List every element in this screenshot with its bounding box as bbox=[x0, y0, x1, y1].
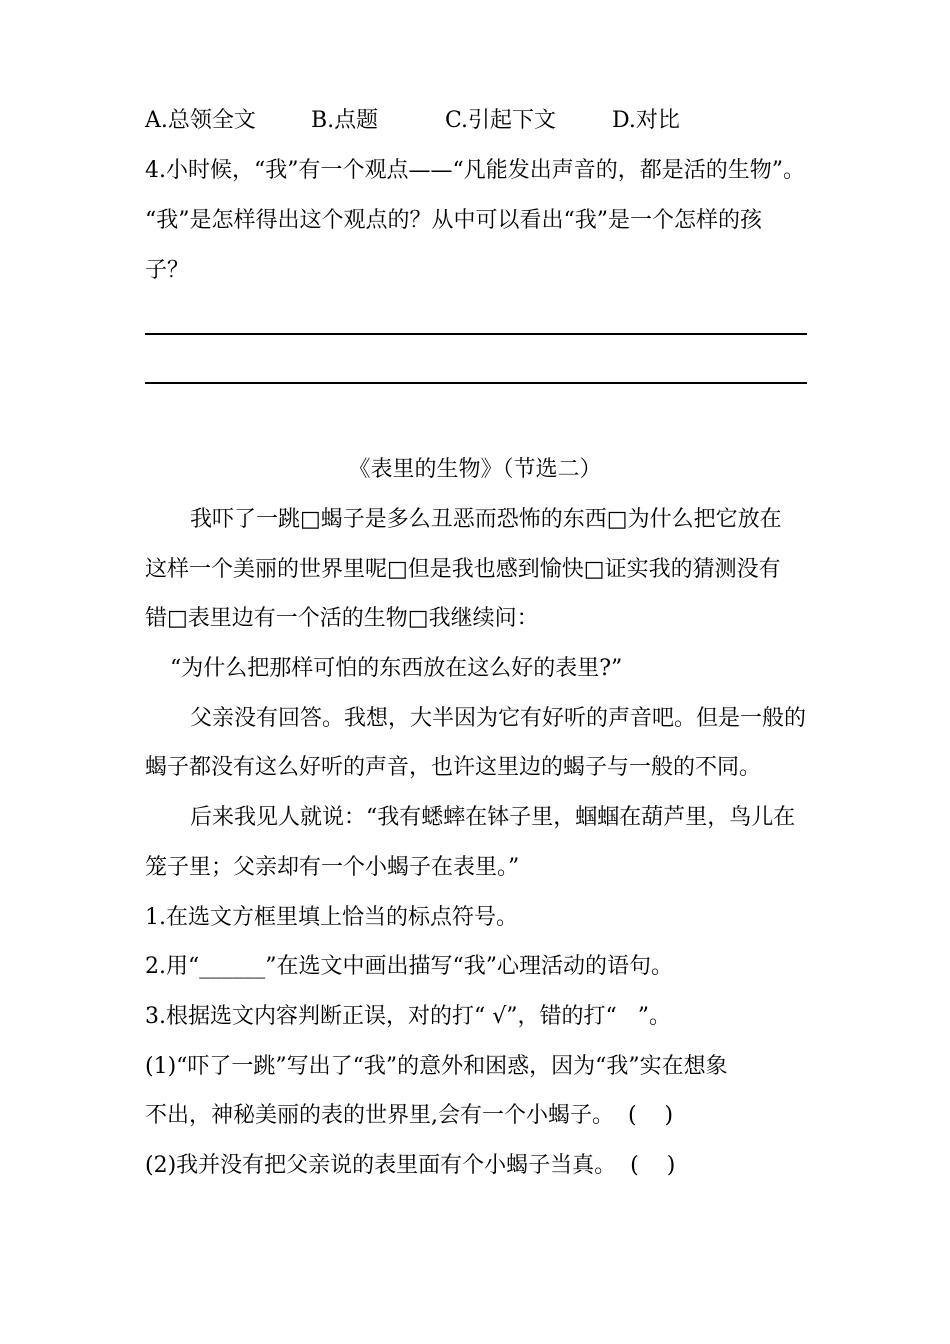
passage-line: 笼子里；父亲却有一个小蝎子在表里。” bbox=[145, 855, 520, 880]
question-line: (1)“吓了一跳”写出了“我”的意外和困惑，因为“我”实在想象 bbox=[145, 1054, 728, 1079]
answer-line-2[interactable] bbox=[145, 382, 807, 384]
option-b: B.点题 bbox=[311, 108, 379, 133]
passage-line: 蝎子都没有这么好听的声音，也许这里边的蝎子与一般的不同。 bbox=[145, 755, 762, 780]
question-line: 1.在选文方框里填上恰当的标点符号。 bbox=[145, 905, 518, 930]
answer-line-1[interactable] bbox=[145, 333, 807, 335]
option-d: D.对比 bbox=[612, 108, 680, 133]
passage-line: “为什么把那样可怕的东西放在这么好的表里?” bbox=[170, 656, 623, 681]
passage-line: 错□表里边有一个活的生物□我继续问： bbox=[145, 606, 539, 631]
question-line: 2.用“______”在选文中画出描写“我”心理活动的语句。 bbox=[145, 954, 673, 979]
question-4-line-3: 子？ bbox=[145, 258, 190, 283]
question-4-line-1: 4.小时候，“我”有一个观点——“凡能发出声音的，都是活的生物”。 bbox=[145, 158, 805, 183]
question-line: 不出，神秘美丽的表的世界里,会有一个小蝎子。 ( ) bbox=[145, 1103, 674, 1128]
passage-line: 我吓了一跳□蝎子是多么丑恶而恐怖的东西□为什么把它放在 bbox=[190, 507, 782, 532]
passage-line: 后来我见人就说：“我有蟋蟀在钵子里，蝈蝈在葫芦里，鸟儿在 bbox=[190, 805, 796, 830]
question-line: (2)我并没有把父亲说的表里面有个小蝎子当真。 ( ) bbox=[145, 1153, 676, 1178]
option-c: C.引起下文 bbox=[445, 108, 557, 133]
question-4-line-2: “我”是怎样得出这个观点的？从中可以看出“我”是一个怎样的孩 bbox=[145, 208, 762, 233]
passage-line: 父亲没有回答。我想，大半因为它有好听的声音吧。但是一般的 bbox=[190, 706, 807, 731]
option-a: A.总领全文 bbox=[145, 108, 256, 133]
section-title: 《表里的生物》（节选二） bbox=[348, 457, 602, 482]
passage-line: 这样一个美丽的世界里呢□但是我也感到愉快□证实我的猜测没有 bbox=[145, 557, 781, 582]
question-line: 3.根据选文内容判断正误，对的打“ √”，错的打“ ”。 bbox=[145, 1004, 671, 1029]
